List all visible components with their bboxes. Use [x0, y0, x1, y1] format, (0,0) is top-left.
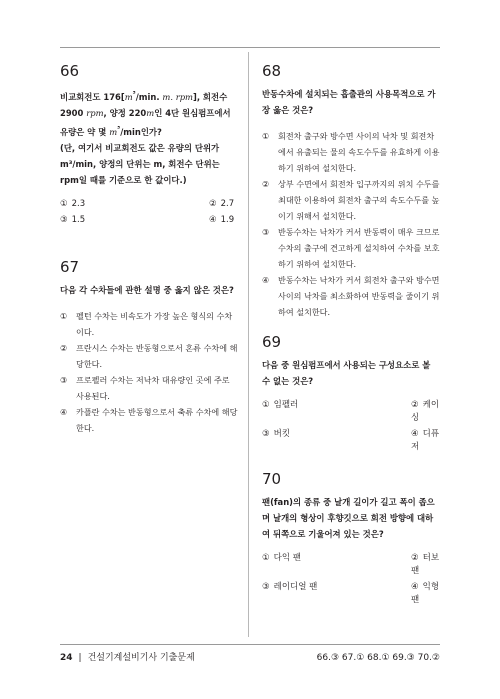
question-68: [262, 62, 440, 320]
footer-separator: |: [78, 653, 82, 663]
choice-3[interactable]: ③ 반동수차는 낙차가 커서 반동력이 매우 크므로 수차의 출구에 견고하게 설치하여 수차를 보호하기 위하여 설치한다.: [262, 227, 440, 269]
choice-1[interactable]: ① 임펠러: [262, 400, 299, 410]
column-divider: [248, 52, 249, 637]
choice-2[interactable]: ② 2.7: [209, 198, 235, 209]
choice-3[interactable]: ③ 레이디얼 팬: [262, 582, 318, 592]
choice-2[interactable]: ② 프란시스 수차는 반동형으로서 혼류 수차에 해당한다.: [60, 343, 238, 369]
choice-list: [262, 128, 440, 320]
choice-3[interactable]: ③ 1.5: [60, 214, 86, 225]
choice-2[interactable]: ② 케이싱: [411, 400, 440, 423]
choice-list: [262, 399, 440, 454]
choice-4[interactable]: ④ 익형 팬: [411, 582, 440, 605]
question-number: 70: [262, 470, 282, 488]
question-stem: 다음 각 수차들에 관한 설명 중 옳지 않은 것은?: [60, 285, 234, 295]
choice-1[interactable]: ① 회전차 출구와 방수면 사이의 낙차 및 회전차에서 유출되는 물의 속도수두를 유효하게 이용하기 위하여 설치한다.: [262, 131, 440, 173]
bottom-rule: [60, 644, 440, 645]
page-number: 24: [60, 653, 73, 663]
choice-list: [60, 198, 238, 227]
choice-list: [60, 308, 238, 436]
question-number: 69: [262, 333, 282, 351]
question-stem: 비교회전도 $176[m^{^3}/\min$. m. rpm], 회전수 2900 rpm, 양정 220m인 4단 원심펌프에서 유량은 약 몇 $m^{^3}/\min$인가?: [60, 90, 231, 137]
choice-1[interactable]: ① 다익 팬: [262, 553, 301, 563]
question-66: [60, 62, 238, 227]
choice-2[interactable]: ② 상부 수면에서 회전차 입구까지의 위치 수두를 최대한 이용하여 회전차 출구의 속도수두를 높이기 위해서 설치한다.: [262, 179, 440, 221]
question-number: 66: [60, 62, 80, 80]
choice-4[interactable]: ④ 카플란 수차는 반동형으로서 축류 수차에 해당한다.: [60, 407, 238, 433]
choice-3[interactable]: ③ 프로펠러 수차는 저낙차 대유량인 곳에 주로 사용된다.: [60, 375, 230, 401]
choice-4[interactable]: ④ 디퓨저: [411, 429, 440, 452]
question-number: 68: [262, 62, 282, 80]
top-rule: [60, 47, 440, 48]
answer-key: 66.③ 67.① 68.① 69.③ 70.②: [316, 653, 440, 663]
choice-list: [262, 552, 440, 607]
book-title: 건설기계설비기사 기출문제: [87, 653, 195, 663]
question-stem: 반동수차에 설치되는 흡출관의 사용목적으로 가장 옳은 것은?: [262, 89, 436, 115]
question-70: [262, 470, 440, 607]
question-stem: 팬(fan)의 종류 중 날개 길이가 길고 폭이 좁으며 날개의 형상이 후향깃으로 회전 방향에 대하여 뒤쪽으로 기울어져 있는 것은?: [262, 497, 435, 539]
question-note: (단, 여기서 비교회전도 값은 유량의 단위가 m³/min, 양정의 단위는 m, 회전수 단위는 rpm일 때를 기준으로 한 값이다.): [60, 142, 220, 185]
choice-3[interactable]: ③ 버킷: [262, 429, 291, 439]
choice-1[interactable]: ① 2.3: [60, 198, 86, 209]
question-number: 67: [60, 258, 80, 276]
page-footer: [60, 652, 195, 664]
question-69: [262, 333, 440, 454]
choice-4[interactable]: ④ 1.9: [209, 214, 235, 225]
question-67: [60, 258, 238, 436]
choice-4[interactable]: ④ 반동수차는 낙차가 커서 회전차 출구와 방수면 사이의 낙차를 최소화하여 반동력을 줄이기 위하여 설치한다.: [262, 275, 440, 317]
choice-1[interactable]: ① 펠턴 수차는 비속도가 가장 높은 형식의 수차이다.: [60, 311, 233, 337]
question-stem: 다음 중 원심펌프에서 사용되는 구성요소로 볼 수 없는 것은?: [262, 360, 431, 386]
choice-2[interactable]: ② 터보 팬: [411, 553, 440, 576]
